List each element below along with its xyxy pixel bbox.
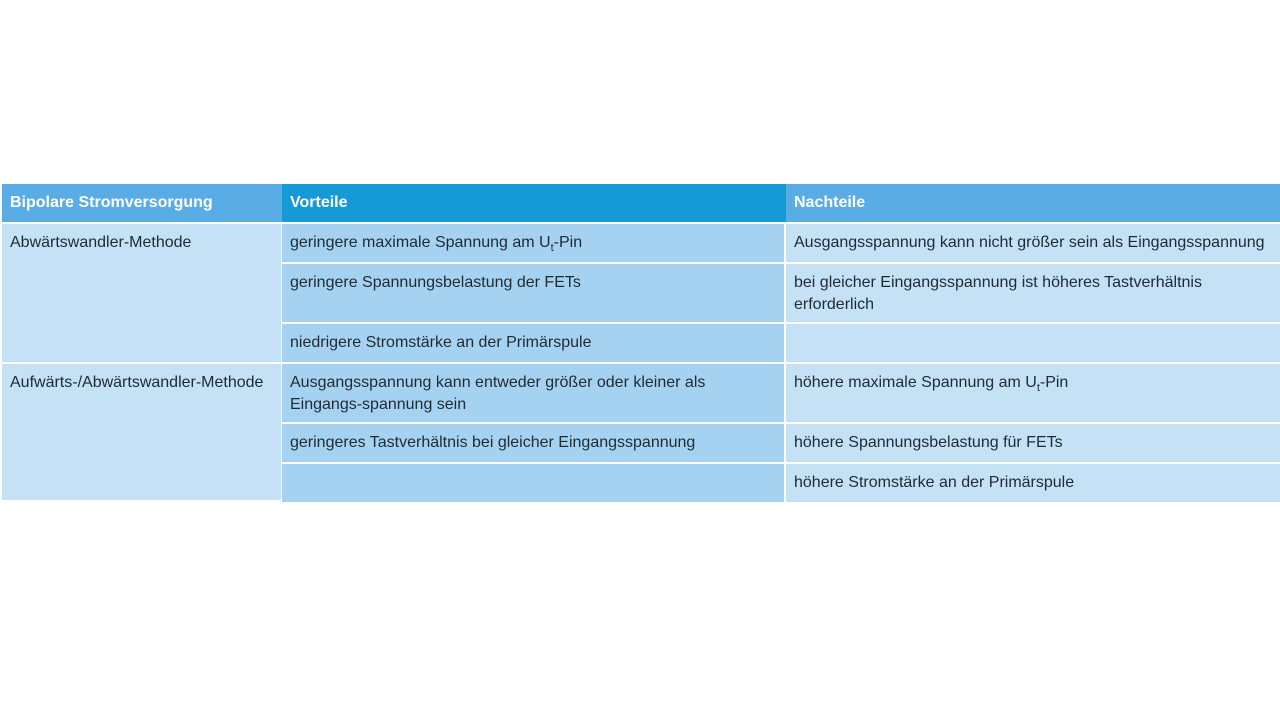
header-row	[2, 184, 1280, 224]
method-cell-abwaertswandler: Abwärtswandler-Methode	[2, 224, 282, 364]
nachteil-text: höhere maximale Spannung am U	[794, 374, 1037, 391]
nachteil-cell: Ausgangsspannung kann nicht größer sein als Eingangsspannung	[786, 224, 1280, 264]
method-cell-aufwaerts-abwaertswandler: Aufwärts-/Abwärtswandler-Methode	[2, 364, 282, 502]
vorteil-cell: geringere Spannungsbelastung der FETs	[282, 264, 786, 324]
header-bipolare-stromversorgung: Bipolare Stromversorgung	[2, 184, 282, 224]
nachteil-text-suffix: -Pin	[1039, 374, 1069, 391]
vorteil-cell	[282, 224, 786, 264]
nachteil-cell	[786, 364, 1280, 424]
comparison-table	[2, 184, 1280, 502]
nachteil-cell: höhere Stromstärke an der Primärspule	[786, 464, 1280, 502]
nachteil-cell	[786, 324, 1280, 364]
header-nachteile: Nachteile	[786, 184, 1280, 224]
vorteil-cell	[282, 464, 786, 502]
vorteil-cell: niedrigere Stromstärke an der Primärspule	[282, 324, 786, 364]
vorteil-cell: geringeres Tastverhältnis bei gleicher Eingangsspannung	[282, 424, 786, 464]
vorteil-text-suffix: -Pin	[553, 234, 583, 251]
table-row	[2, 364, 1280, 424]
subscript-text: t	[1036, 382, 1040, 395]
subscript-text: t	[550, 242, 554, 255]
table-row	[2, 224, 1280, 264]
vorteil-cell: Ausgangsspannung kann entweder größer oder kleiner als Eingangs-spannung sein	[282, 364, 786, 424]
nachteil-cell: bei gleicher Eingangsspannung ist höheres Tastverhältnis erforderlich	[786, 264, 1280, 324]
nachteil-cell: höhere Spannungsbelastung für FETs	[786, 424, 1280, 464]
header-vorteile: Vorteile	[282, 184, 786, 224]
vorteil-text: geringere maximale Spannung am U	[290, 234, 551, 251]
